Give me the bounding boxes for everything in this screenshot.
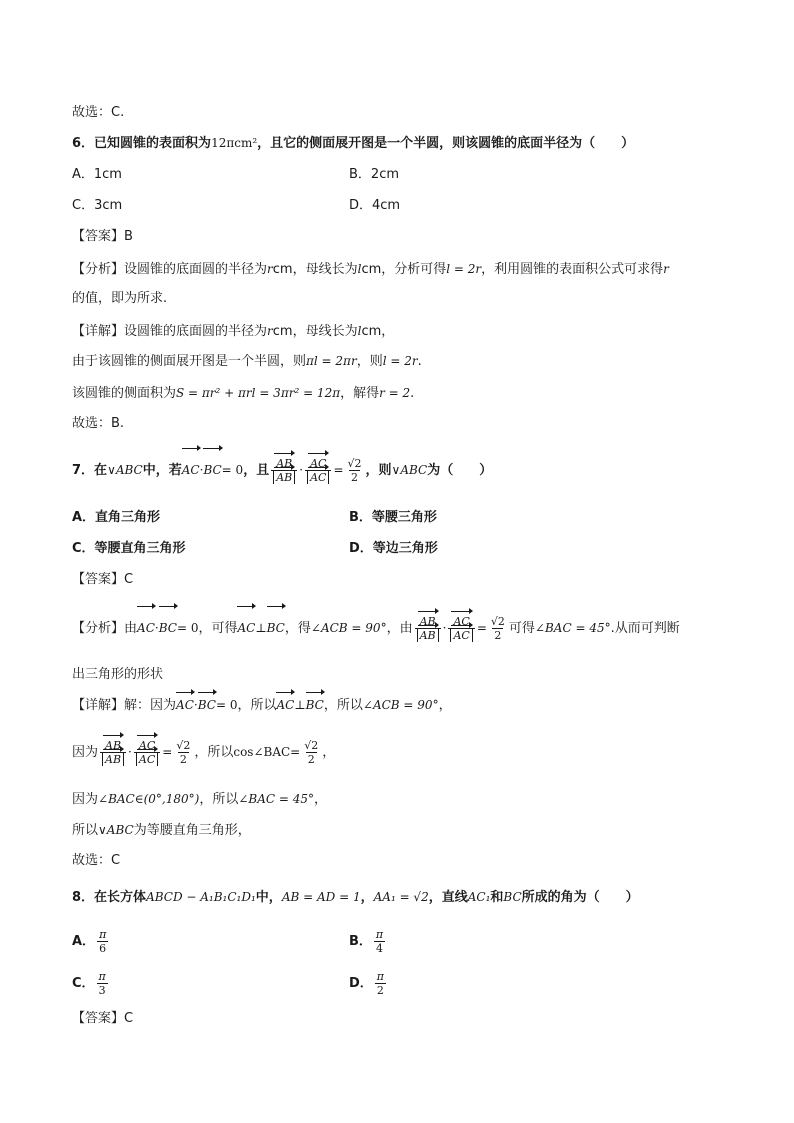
angle-bac: ∠BAC = 45° (238, 792, 315, 806)
num: √2 (347, 457, 362, 470)
text: ，利用圆锥的表面积公式可求得 (481, 262, 664, 277)
detail-tag: 【详解】 (72, 698, 125, 713)
label: D． (349, 976, 373, 991)
option-a: A．直角三角形 (72, 510, 161, 525)
math-r: r (267, 324, 273, 338)
num: AC (453, 615, 470, 628)
vector-ac: AC (237, 610, 255, 646)
text: 所以 (72, 823, 99, 838)
abs-ab: AB (273, 471, 295, 484)
math-l: l (357, 262, 362, 276)
abs-ac: AC (136, 753, 158, 766)
dot: · (199, 463, 204, 477)
text: ，所以 (199, 792, 239, 807)
text: ，得 (284, 621, 311, 636)
text: 所成的角为（ ） (521, 890, 639, 905)
frac (97, 970, 108, 997)
frac-ac (448, 615, 474, 642)
detail-line-2 (72, 734, 335, 771)
text: . (417, 354, 422, 369)
math-triangle: ∨ABC (98, 823, 134, 837)
question-6-stem (72, 134, 634, 153)
dot: · (442, 621, 447, 635)
text: ，由 (386, 621, 413, 636)
perp: ⊥ (294, 698, 306, 712)
option-d (349, 970, 388, 997)
num: √2 (176, 739, 191, 752)
text: ， (360, 890, 374, 905)
vector-bc: BC (203, 452, 221, 488)
label: B． (349, 934, 372, 949)
vector-ac: AC (276, 698, 295, 712)
text: 在长方体 (94, 890, 147, 905)
den: 2 (376, 984, 384, 997)
option-d: D．4cm (349, 198, 401, 213)
math-r: r (267, 262, 273, 276)
dot: · (128, 745, 132, 759)
dot: · (154, 621, 159, 635)
text: ， (322, 745, 336, 760)
frac (97, 928, 108, 955)
option-b (349, 928, 387, 955)
frac (374, 928, 385, 955)
detail-tag: 【详解】 (72, 324, 125, 339)
vector-bc: BC (197, 698, 216, 712)
text: cm，母线长为 (272, 262, 358, 277)
option-a (72, 928, 110, 955)
vector-ac: AC (182, 452, 200, 488)
question-7-stem (72, 452, 492, 489)
text: cm，分析可得 (361, 262, 447, 277)
answer: 【答案】B (72, 229, 133, 244)
text: cm，母线长为 (272, 324, 358, 339)
option-c: C．3cm (72, 198, 123, 213)
option-c: C．等腰直角三角形 (72, 541, 186, 556)
stem-text: ，且它的侧面展开图是一个半圆，则该圆锥的底面半径为（ ） (257, 136, 635, 151)
eq-zero: = 0 (221, 463, 244, 477)
frac-ab (415, 615, 441, 642)
analysis-line-2: 的值，即为所求. (72, 291, 168, 306)
vector-ac: AC (137, 610, 155, 646)
math-box: ABCD − A₁B₁C₁D₁ (146, 890, 256, 904)
question-number: 7． (72, 463, 95, 478)
label: C． (72, 976, 95, 991)
text: 解：因为 (124, 698, 177, 713)
text: cm， (361, 324, 395, 339)
prev-answer-choice: 故选：C. (72, 105, 125, 120)
detail-line-4 (72, 821, 251, 840)
text: 设圆锥的底面圆的半径为 (124, 324, 268, 339)
option-b: B．等腰三角形 (349, 510, 437, 525)
den (271, 470, 297, 484)
text: 由 (124, 621, 138, 636)
vector-bc: BC (305, 698, 324, 712)
text: ，直线 (428, 890, 468, 905)
math-eq: l = 2r (382, 354, 418, 368)
math-eq: r = 2 (379, 386, 411, 400)
text: ， (438, 698, 452, 713)
choice-line: 故选：B. (72, 416, 125, 431)
den (134, 752, 160, 766)
num: π (98, 970, 106, 983)
perp: ⊥ (255, 621, 267, 635)
den (448, 628, 474, 642)
math-eq: AA₁ = √2 (373, 890, 429, 904)
eq-zero: = 0 (176, 621, 199, 635)
math-area: 12πcm² (211, 136, 258, 150)
math-eq: S = πr² + πrl = 3πr² = 12π (176, 386, 341, 400)
num: AC (310, 457, 327, 470)
range: ∠BAC∈(0°,180°) (98, 792, 200, 806)
abs-ac: AC (450, 629, 472, 642)
text: ，且 (243, 463, 270, 478)
text: 由于该圆锥的侧面展开图是一个半圆，则 (72, 354, 307, 369)
math-r: r (663, 262, 669, 276)
num: AB (105, 739, 122, 752)
equals: = (162, 745, 173, 759)
math-triangle: ∨ABC (107, 463, 143, 477)
answer: 【答案】C (72, 1011, 134, 1026)
detail-line-2 (72, 352, 422, 371)
vector-bc: BC (267, 610, 285, 646)
math-triangle: ∨ABC (391, 463, 428, 477)
text: ，则 (356, 354, 383, 369)
frac-sqrt2-2 (346, 457, 364, 484)
frac-sqrt2-2 (489, 615, 507, 642)
text: 在 (94, 463, 108, 478)
detail-line-1 (72, 696, 452, 715)
math-eq: πl = 2πr (306, 354, 357, 368)
detail-line-3 (72, 384, 414, 403)
detail-line-3 (72, 790, 327, 809)
text: 中， (255, 890, 282, 905)
angle-bac: ∠BAC = 45° (534, 621, 611, 635)
math-l: l (357, 324, 362, 338)
frac-sqrt2-2 (302, 739, 320, 766)
dot: · (193, 698, 198, 712)
abs-ab: AB (417, 629, 439, 642)
text: ，所以 (237, 698, 277, 713)
math-line: BC (503, 890, 522, 904)
den: 2 (179, 753, 187, 766)
den: 2 (307, 753, 315, 766)
equals: = (476, 621, 487, 635)
angle-acb: ∠ACB = 90° (310, 621, 387, 635)
text: 因为 (72, 745, 99, 760)
text: 设圆锥的底面圆的半径为 (124, 262, 268, 277)
option-c (72, 970, 110, 997)
text: 为（ ） (427, 463, 493, 478)
num: √2 (490, 615, 505, 628)
detail-line-1 (72, 322, 394, 341)
analysis-line-2: 出三角形的形状 (72, 667, 164, 682)
num: AB (419, 615, 436, 628)
frac-ab (271, 457, 297, 484)
frac-ac (305, 457, 331, 484)
den: 4 (376, 942, 384, 955)
analysis-tag: 【分析】 (72, 262, 125, 277)
den: 2 (351, 471, 358, 484)
den (100, 752, 126, 766)
text: ，解得 (340, 386, 380, 401)
den: 6 (99, 942, 107, 955)
question-number: 8． (72, 890, 95, 905)
text: ， (314, 792, 328, 807)
text: 可得 (508, 621, 535, 636)
answer: 【答案】C (72, 572, 134, 587)
option-a: A．1cm (72, 167, 122, 182)
num: π (375, 928, 384, 941)
den (415, 628, 441, 642)
equals: = (290, 745, 301, 759)
vector-bc: BC (159, 610, 177, 646)
math-eq: AB = AD = 1 (281, 890, 361, 904)
num: π (99, 928, 107, 941)
choice-line: 故选：C (72, 853, 121, 868)
frac (375, 970, 386, 997)
vector-ac: AC (176, 698, 194, 712)
num: √2 (304, 739, 319, 752)
frac-ac (134, 739, 160, 766)
math-eq: l = 2r (446, 262, 482, 276)
abs-ac: AC (307, 471, 329, 484)
question-8-stem (72, 888, 639, 907)
text: .从而可判断 (610, 621, 680, 636)
equals: = (333, 463, 344, 477)
question-number: 6． (72, 136, 95, 151)
label: A． (72, 934, 96, 949)
text: . (410, 386, 415, 401)
math-line: AC₁ (467, 890, 491, 904)
text: ，可得 (198, 621, 238, 636)
text: 为等腰直角三角形， (133, 823, 251, 838)
option-d: D．等边三角形 (349, 541, 438, 556)
angle-acb: ∠ACB = 90° (362, 698, 439, 712)
text: 因为 (72, 792, 99, 807)
num: π (376, 970, 385, 983)
stem-text: 已知圆锥的表面积为 (94, 136, 212, 151)
den: 2 (494, 629, 502, 642)
text: 该圆锥的侧面积为 (72, 386, 177, 401)
text: ，则 (365, 463, 392, 478)
frac-sqrt2-2 (174, 739, 192, 766)
num: AC (138, 739, 156, 752)
frac-ab (100, 739, 126, 766)
dot: · (299, 463, 304, 477)
text: ，所以 (194, 745, 234, 760)
den (305, 470, 331, 484)
text: ，所以 (323, 698, 363, 713)
abs-ab: AB (102, 753, 124, 766)
analysis-line-1 (72, 610, 680, 647)
option-b: B．2cm (349, 167, 400, 182)
eq-zero: = 0 (215, 698, 238, 712)
text: 中，若 (142, 463, 182, 478)
text: 和 (490, 890, 504, 905)
cos: cos∠BAC (233, 745, 291, 759)
num: AB (276, 457, 293, 470)
analysis-line-1 (72, 260, 669, 279)
analysis-tag: 【分析】 (72, 621, 125, 636)
den: 3 (98, 984, 106, 997)
